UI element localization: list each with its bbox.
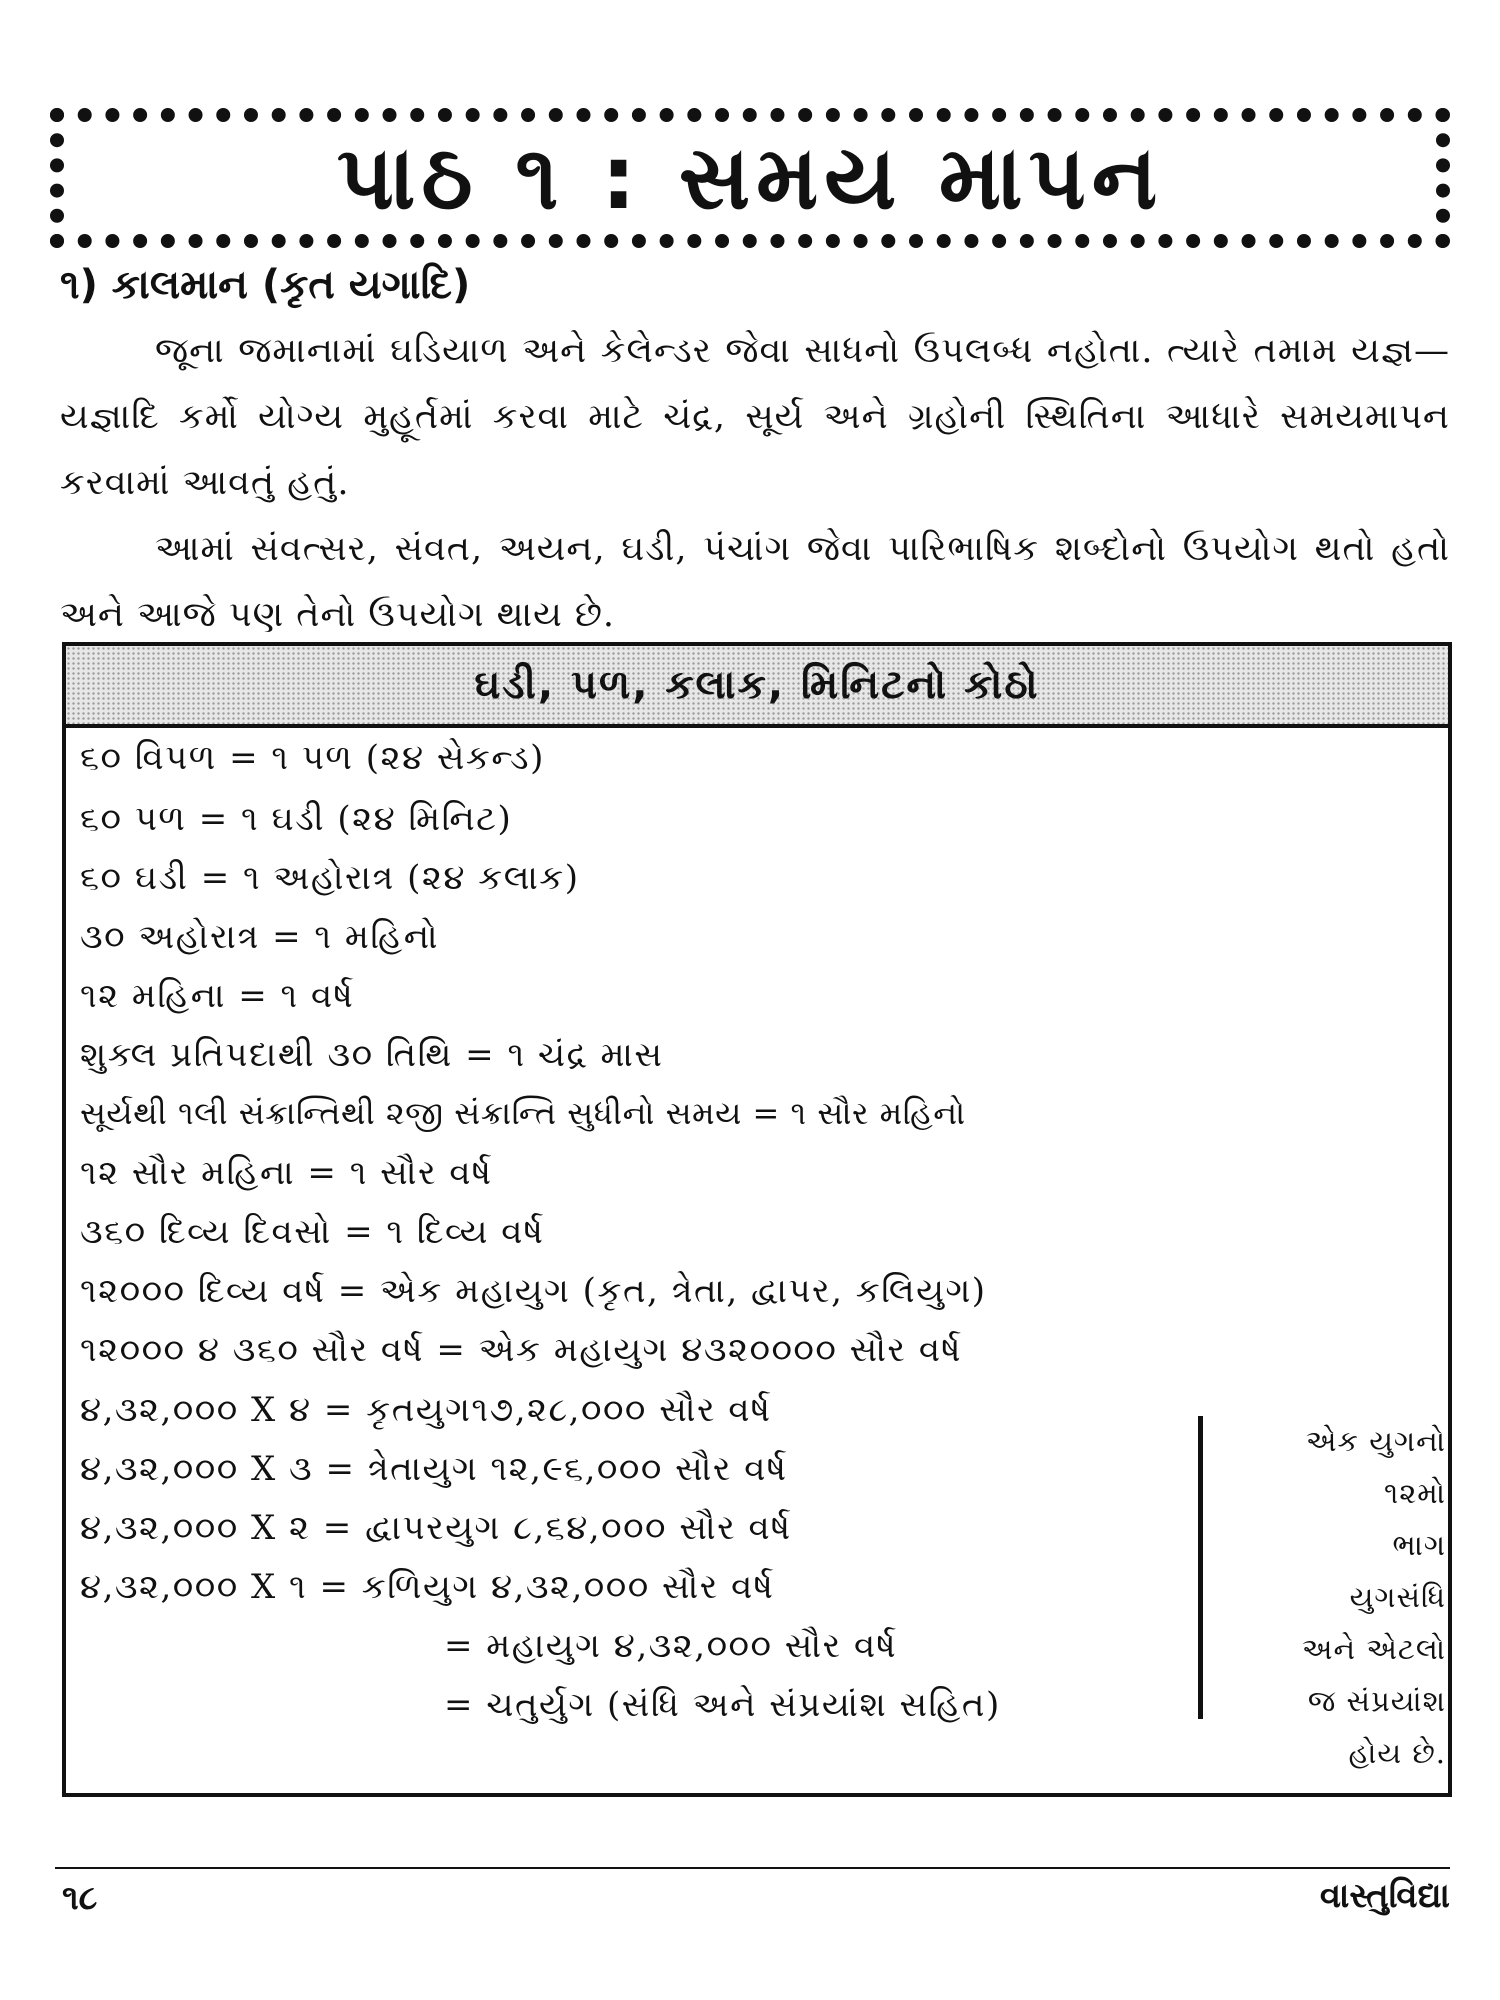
table-row: સૂર્યથી ૧લી સંક્રાન્તિથી ૨જી સંક્રાન્તિ સુધીનો સમય = ૧ સૌર મહિનો — [80, 1094, 966, 1132]
bracket-line — [1198, 1416, 1203, 1719]
side-note-line: ૧૨મો — [1384, 1476, 1446, 1510]
table-row: ૧૨ સૌર મહિના = ૧ સૌર વર્ષ — [80, 1153, 493, 1193]
lesson-title: પાઠ ૧ : સમય માપન — [336, 125, 1164, 229]
table-row: ૪,૩૨,૦૦૦ X ૨ = દ્વાપરયુગ ૮,૬૪,૦૦૦ સૌર વર્ષ — [80, 1508, 792, 1548]
table-row: ૪,૩૨,૦૦૦ X ૪ = કૃતયુગ૧૭,૨૮,૦૦૦ સૌર વર્ષ — [80, 1390, 772, 1430]
table-heading: ઘડી, પળ, કલાક, મિનિટનો કોઠો — [474, 662, 1040, 708]
section-heading: ૧) કાલમાન (કૃત યગાદિ) — [60, 262, 471, 308]
table-header — [66, 646, 1448, 728]
intro-paragraph-1: જૂના જમાનામાં ઘડિયાળ અને કેલેન્ડર જેવા સાધનો ઉપલબ્ધ નહોતા. ત્યારે તમામ યજ્ઞ—યજ્ઞાદિ કર્મો યોગ્ય મુહૂર્તમાં કરવા માટે ચંદ્ર, સૂર્ય અને ગ્રહોની સ્થિતિના આધારે સમયમાપન કરવામાં આવતું હતું. — [60, 331, 1450, 503]
intro-paragraph-2: આમાં સંવત્સર, સંવત, અયન, ઘડી, પંચાંગ જેવા પારિભાષિક શબ્દોનો ઉપયોગ થતો હતો અને આજે પણ તેનો ઉપયોગ થાય છે. — [60, 529, 1450, 635]
table-row: ૩૦ અહોરાત્ર = ૧ મહિનો — [80, 917, 440, 957]
table-row: ૬૦ વિપળ = ૧ પળ (૨૪ સેકન્ડ) — [80, 738, 545, 778]
lesson-title-frame — [50, 108, 1450, 248]
table-row: ૬૦ ઘડી = ૧ અહોરાત્ર (૨૪ કલાક) — [80, 858, 580, 898]
table-row: = મહાયુગ ૪,૩૨,૦૦૦ સૌર વર્ષ — [444, 1626, 898, 1666]
table-row: શુક્લ પ્રતિપદાથી ૩૦ તિથિ = ૧ ચંદ્ર માસ — [80, 1035, 664, 1075]
page-number: ૧૮ — [62, 1878, 98, 1918]
side-note-line: જ સંપ્રયાંશ — [1307, 1684, 1446, 1718]
book-title: વાસ્તુવિદ્યા — [1319, 1876, 1450, 1916]
side-note-line: યુગસંધિ — [1349, 1580, 1446, 1614]
side-note-line: ભાગ — [1392, 1528, 1446, 1562]
table-row: ૧૨૦૦૦ ૪ ૩૬૦ સૌર વર્ષ = એક મહાયુગ ૪૩૨૦૦૦૦ સૌર વર્ષ — [80, 1330, 963, 1370]
table-row: ૩૬૦ દિવ્ય દિવસો = ૧ દિવ્ય વર્ષ — [80, 1212, 545, 1252]
side-note-line: હોય છે. — [1348, 1736, 1446, 1770]
side-note-line: અને એટલો — [1301, 1632, 1446, 1666]
table-row: ૧૨ મહિના = ૧ વર્ષ — [80, 976, 355, 1016]
footer-divider — [55, 1867, 1450, 1869]
table-row: ૧૨૦૦૦ દિવ્ય વર્ષ = એક મહાયુગ (કૃત, ત્રેતા, દ્વાપર, કલિયુગ) — [80, 1271, 987, 1311]
time-units-table — [62, 642, 1452, 1797]
table-row: ૪,૩૨,૦૦૦ X ૧ = કળિયુગ ૪,૩૨,૦૦૦ સૌર વર્ષ — [80, 1567, 775, 1607]
table-row: ૪,૩૨,૦૦૦ X ૩ = ત્રેતાયુગ ૧૨,૯૬,૦૦૦ સૌર વર્ષ — [80, 1449, 788, 1489]
side-note-line: એક યુગનો — [1305, 1424, 1446, 1458]
table-row: = ચતુર્યુગ (સંધિ અને સંપ્રયાંશ સહિત) — [444, 1685, 1001, 1725]
table-row: ૬૦ પળ = ૧ ઘડી (૨૪ મિનિટ) — [80, 799, 513, 839]
